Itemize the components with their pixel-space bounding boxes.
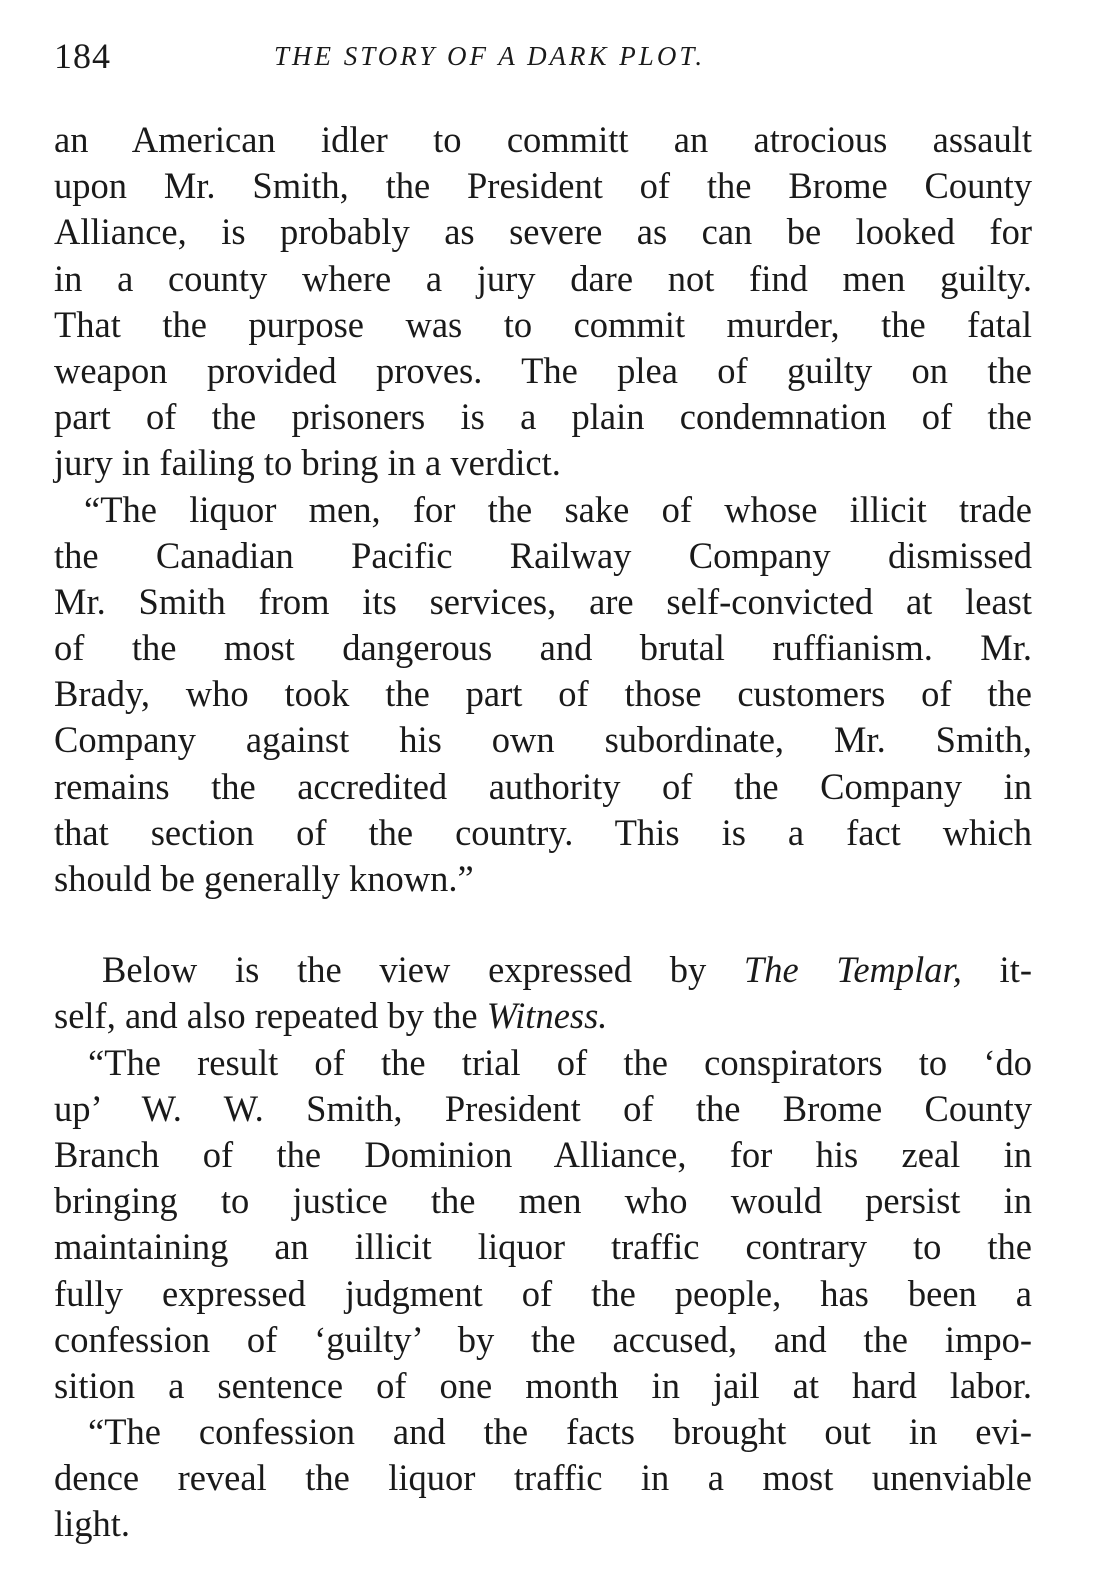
paragraph-1: [54, 117, 1032, 487]
text-line: Brady, who took the part of those customers of the: [54, 673, 1032, 715]
text-line: jury in failing to bring in a verdict.: [54, 442, 561, 484]
text-line: upon Mr. Smith, the President of the Brome County: [54, 165, 1032, 207]
text-line: fully expressed judgment of the people, has been a: [54, 1272, 1032, 1314]
text-line-indented: [54, 947, 1032, 993]
body-text: [54, 117, 1032, 1548]
paragraph-gap: [54, 902, 1032, 947]
text-line: weapon provided proves. The plea of guilty on the: [54, 349, 1032, 391]
text-run: Below is the view expressed by: [102, 949, 744, 991]
text-line: in a county where a jury dare not find men guilty.: [54, 257, 1032, 299]
text-line: Company against his own subordinate, Mr. Smith,: [54, 719, 1032, 761]
paragraph-5: [54, 1409, 1032, 1548]
text-line-indented: “The result of the trial of the conspirators to ‘do: [88, 1041, 1032, 1083]
text-line-indented: “The confession and the facts brought out in evi-: [88, 1411, 1032, 1453]
text-line: that section of the country. This is a fact which: [54, 811, 1032, 853]
text-line: sition a sentence of one month in jail at hard labor.: [54, 1364, 1032, 1406]
text-line: Mr. Smith from its services, are self-convicted at least: [54, 580, 1032, 622]
text-line: Branch of the Dominion Alliance, for his zeal in: [54, 1133, 1032, 1175]
publication-title-witness: Witness.: [486, 995, 608, 1037]
text-run: self, and also repeated by the: [54, 995, 487, 1037]
publication-title-templar: The Templar,: [743, 949, 962, 991]
paragraph-2: [54, 487, 1032, 903]
text-line: should be generally known.”: [54, 858, 474, 899]
text-line: up’ W. W. Smith, President of the Brome County: [54, 1087, 1032, 1129]
text-line: the Canadian Pacific Railway Company dismissed: [54, 534, 1032, 576]
text-line: Alliance, is probably as severe as can be looked for: [54, 211, 1032, 253]
paragraph-3: [54, 947, 1032, 1039]
text-line: of the most dangerous and brutal ruffianism. Mr.: [54, 627, 1032, 669]
text-line: That the purpose was to commit murder, the fatal: [54, 303, 1032, 345]
text-run: it-: [961, 949, 1032, 991]
page-number: 184: [54, 36, 111, 76]
text-line-indented: “The liquor men, for the sake of whose illicit trade: [84, 488, 1032, 530]
text-line: [54, 993, 1032, 1039]
text-line: light.: [54, 1503, 131, 1545]
book-title: THE STORY OF A DARK PLOT.: [274, 41, 706, 71]
paragraph-4: [54, 1040, 1032, 1410]
text-line: an American idler to committ an atrocious assault: [54, 119, 1032, 160]
text-line: maintaining an illicit liquor traffic contrary to the: [54, 1226, 1032, 1268]
text-line: remains the accredited authority of the Company in: [54, 765, 1032, 807]
text-line: bringing to justice the men who would persist in: [54, 1180, 1032, 1222]
running-head: [54, 36, 1034, 76]
text-line: confession of ‘guilty’ by the accused, and the impo-: [54, 1318, 1032, 1360]
text-line: part of the prisoners is a plain condemnation of the: [54, 396, 1032, 438]
text-line: dence reveal the liquor traffic in a most unenviable: [54, 1457, 1032, 1499]
